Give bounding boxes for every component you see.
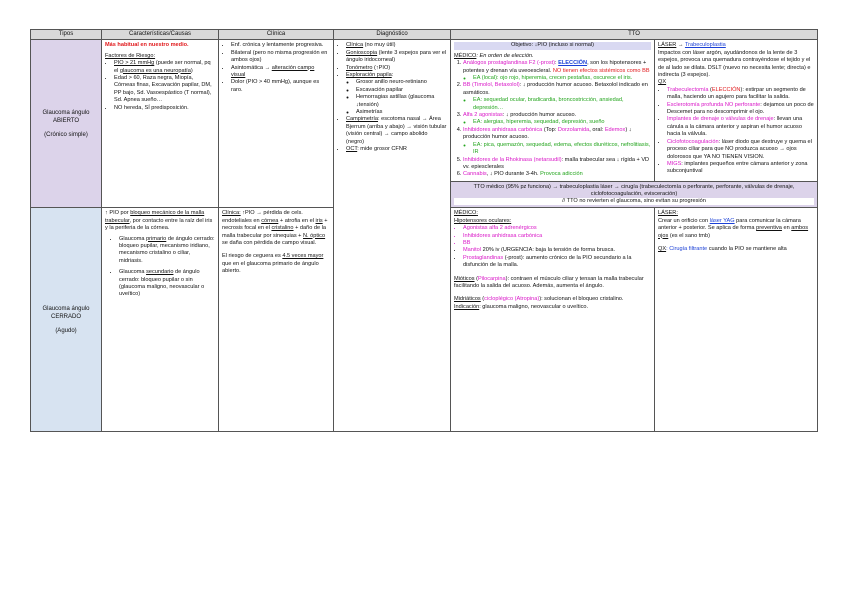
tto-medico-abierto [451, 40, 655, 181]
clinica-item: • Bilateral (pero no misma progresión en ambos ojos) [231, 50, 330, 65]
medico-ea: ◦ EA: alergias, hiperemia, sequedad, depresión, sueño [473, 119, 651, 126]
qx-item: • Trabeculectomía (ELECCIÓN): extirpar un segmento de malla, haciendo un agujero para facilitar la salida. [667, 87, 814, 102]
tipo-abierto-name: Glaucoma ángulo ABIERTO [42, 109, 90, 124]
glaucoma-table [30, 29, 818, 432]
clinica-item: • Asintomática → alteración campo visual [231, 65, 330, 80]
clinica-cerrado [219, 208, 334, 432]
carac-cerrado-item: • Glaucoma primario de ángulo cerrado: bloqueo pupilar, mecanismo iridiano, mecanismo cristalino o ciliar, midriasis. [119, 236, 215, 266]
qx-title: QX [658, 79, 667, 86]
papila-item: ◦ Asimetrías [356, 109, 447, 116]
objetivo: Objetivo: ↓PIO (incluso si normal) [454, 42, 651, 49]
cerrado-laser-title: LÁSER: [658, 210, 678, 217]
tipo-cerrado [31, 208, 102, 432]
hipotensor-item: • Inhibidores anhidrasa carbónica [463, 233, 651, 240]
carac-cerrado [102, 208, 219, 432]
hipotensor-item: • BB [463, 240, 651, 247]
riesgo-pio: • PIO > 21 mmHg (puede ser normal, pq el glaucoma es una neuropatía) [114, 60, 215, 75]
laser-title: LÁSER → Trabeculoplastia [658, 42, 726, 49]
header-tto: TTO [451, 30, 818, 40]
carac-cerrado-list [105, 236, 215, 299]
diag-item: • Clínica (no muy útil) [346, 42, 447, 49]
cerrado-qx: QX: Cirugía filtrante cuando la PIO se mantiene alta [658, 245, 787, 252]
carac-cerrado-intro: ↑ PIO por bloqueo mecánico de la malla trabecular, por contacto entre la raíz del iris y la periferia de la córnea. [105, 210, 213, 232]
diag-item: • Tonómetro (↑PIO) [346, 65, 447, 72]
diag-item: • OCT: mide grosor CFNR [346, 146, 447, 153]
diag-abierto [334, 40, 451, 432]
cerrado-laser-desc: Crear un orificio con láser YAG para comunicar la cámara anterior + posterior. Se aplica de forma preventiva en ambos ojos (es el sano tmb) [658, 217, 809, 239]
tipo-abierto-sub: (Crónico simple) [44, 131, 88, 138]
clinica-item: • Enf. crónica y lentamente progresiva. [231, 42, 330, 49]
midriaticos: Midriáticos (cicloplégico (Atropina)): solucionan el bloqueo cristalino. Indicación: glaucoma maligno, neovascular o uveítico. [454, 296, 624, 310]
tto-summary [451, 181, 818, 208]
glaucoma-table-wrapper [30, 29, 818, 432]
medico-title: MÉDICO: En orden de elección. [454, 52, 534, 59]
row-abierto [31, 40, 818, 181]
hipotensores-list [454, 225, 651, 269]
medico-ea: ◦ EA (local): ojo rojo, hiperemia, crecen pestañas, oscurece el iris. [473, 75, 651, 82]
riesgo-list [105, 60, 215, 112]
medico-list [454, 60, 651, 179]
tipo-cerrado-name: Glaucoma ángulo CERRADO [42, 305, 90, 320]
header-row [31, 30, 818, 40]
laser-desc: Impactos con láser argón, ayudándonos de la lente de 3 espejos, provoca una quemadura contrayéndose el tejido y el de al lado se dilata. DSLT (nuevo no necesita lente; directa) e indirecta (3 espejos). [658, 49, 811, 79]
qx-list [658, 87, 814, 176]
diag-item: • Exploración papila: ◦ Grosor anillo neuro-retiniano ◦ Excavación papilar ◦ Hemorragias astillas (glaucoma ↓tensión) ◦ Asimetrías [346, 72, 447, 116]
carac-abierto [102, 40, 219, 208]
medico-ea: ◦ EA: sequedad ocular, bradicardia, broncostricción, ansiedad, depresión… [473, 97, 651, 112]
hipotensores-title: Hipotensores oculares: [454, 217, 512, 224]
hipotensor-item: • Agonistas alfa 2 adrenérgicos [463, 225, 651, 232]
medico-ea: ◦ EA: pica, quemazón, sequedad, edema, efectos diuréticos, nefrolitiasis, IR [473, 142, 651, 157]
carac-abierto-intro: Más habitual en nuestro medio. [105, 42, 189, 49]
riesgo-title: Factores de Riesgo: [105, 52, 156, 59]
riesgo-hereda: • NO hereda, SÍ predisposición. [114, 105, 215, 112]
medico-item: 5. Inhibidores de la Rhokinasa (netarsudil): malla trabecular sea ↓ rígida + VD vv. epiesclerales [463, 157, 651, 172]
tto-summary-line1: TTO médico (95% pz funciona) → trabeculoplastia láser → cirugía (trabeculectomía o perforante, perforante, válvulas de drenaje, ciclofotocoagulación, evisceración) [473, 183, 795, 197]
diag-item: • Campimetría: escotoma nasal → Área Bjerrum (arriba y abajo) → visión tubular (visión central) → campo abolido (negro) [346, 116, 447, 146]
clinica-abierto [219, 40, 334, 208]
tto-summary-line2: // TTO no revierten el glaucoma, sino evitan su progresión [454, 198, 814, 205]
header-diagnostico: Diagnóstico [334, 30, 451, 40]
qx-item: • Implantes de drenaje o válvulas de drenaje: llevan una cánula a la cámara anterior y aspiran el humor acuoso hacia la válvula. [667, 116, 814, 138]
clinica-item: • Dolor (PIO > 40 mmHg), aunque es raro. [231, 79, 330, 94]
mioticos: Mióticos (Pilocarpina): contraen el músculo ciliar y tensan la malla trabecular facilitando la salida del acuoso. Además, aumenta el ángulo. [454, 275, 644, 289]
papila-item: ◦ Excavación papilar [356, 87, 447, 94]
clinica-cerrado-text: Clínica: ↑PIO → pérdida de cels. endoteliales en córnea + atrofia en el iris + necrosis focal en el cristalino + daño de la malla trabecular por sinequias + N. óptico se daña con pérdida de campo visual. [222, 210, 328, 246]
tto-laser-cerrado [655, 208, 818, 432]
tto-laser-abierto [655, 40, 818, 181]
qx-item: • Esclerotomía profunda NO perforante: dejamos un poco de Descemet para no descomprimir el ojo. [667, 102, 814, 117]
hipotensor-item: • Manitol 20% iv (URGENCIA: baja la tensión de forma brusca. [463, 247, 651, 254]
clinica-cerrado-riesgo: El riesgo de ceguera es 4.5 veces mayor que en el glaucoma primario de ángulo abierto. [222, 253, 324, 275]
clinica-abierto-list [222, 42, 330, 94]
header-caracteristicas: Características/Causas [102, 30, 219, 40]
cerrado-medico-title: MÉDICO: [454, 210, 478, 217]
medico-item: 1. Análogos prostaglandinas F2 (-prost): ELECCIÓN, son los hipotensores + potentes y drenan vía uveoescleral. NO tienen efectos sistémicos como BB ◦ EA (local): ojo rojo, hiperemia, crecen pestañas, oscurece el iris. [463, 60, 651, 82]
papila-sublist [346, 79, 447, 116]
medico-item: 2. BB (Timolol, Betaxolol): ↓ producción humor acuoso. Betaxolol indicado en asmáticos. ◦ EA: sequedad ocular, bradicardia, broncostricción, ansiedad, depresión… [463, 82, 651, 112]
qx-item: • MIGS: implantes pequeños entre cámara anterior y zona subconjuntival [667, 161, 814, 176]
qx-item: • Ciclofotocoagulación: láser diodo que destruye y quema el proceso ciliar para que NO produzca acuoso → ojos dolorosos que YA NO TIENEN VISION. [667, 139, 814, 161]
tipo-abierto [31, 40, 102, 208]
carac-cerrado-item: • Glaucoma secundario de ángulo cerrado: bloqueo pupilar o sin (glaucoma maligno, neovascular o uveítico) [119, 269, 215, 299]
riesgo-edad: • Edad > 60, Raza negra, Miopía, Córneas finas, Excavación papilar, DM, PP bajo, Sd. Vasoespástico (T normal), Sd. Apnea sueño… [114, 75, 215, 105]
tto-medico-cerrado [451, 208, 655, 432]
medico-item: 6. Cannabis, ↓ PIO durante 3-4h. Provoca adicción [463, 171, 651, 178]
medico-item: 4. Inhibidores anhidrasa carbónica (Top: Dorzolamida, oral: Edemox) ↓ producción humor acuoso. ◦ EA: pica, quemazón, sequedad, edema, efectos diuréticos, nefrolitiasis, IR [463, 127, 651, 157]
tipo-cerrado-sub: (Agudo) [55, 327, 77, 334]
diag-list [337, 42, 447, 153]
medico-item: 3. Alfa 2 agonistas: ↓ producción humor acuoso. ◦ EA: alergias, hiperemia, sequedad, depresión, sueño [463, 112, 651, 127]
papila-item: ◦ Grosor anillo neuro-retiniano [356, 79, 447, 86]
papila-item: ◦ Hemorragias astillas (glaucoma ↓tensión) [356, 94, 447, 109]
header-clinica: Clínica [219, 30, 334, 40]
header-tipos: Tipos [31, 30, 102, 40]
hipotensor-item: • Prostaglandinas (-prost): aumento crónico de la PIO secundario a la disfunción de la malla. [463, 255, 651, 270]
diag-item: • Gonioscopia (lente 3 espejos para ver el ángulo iridocorneal) [346, 50, 447, 65]
